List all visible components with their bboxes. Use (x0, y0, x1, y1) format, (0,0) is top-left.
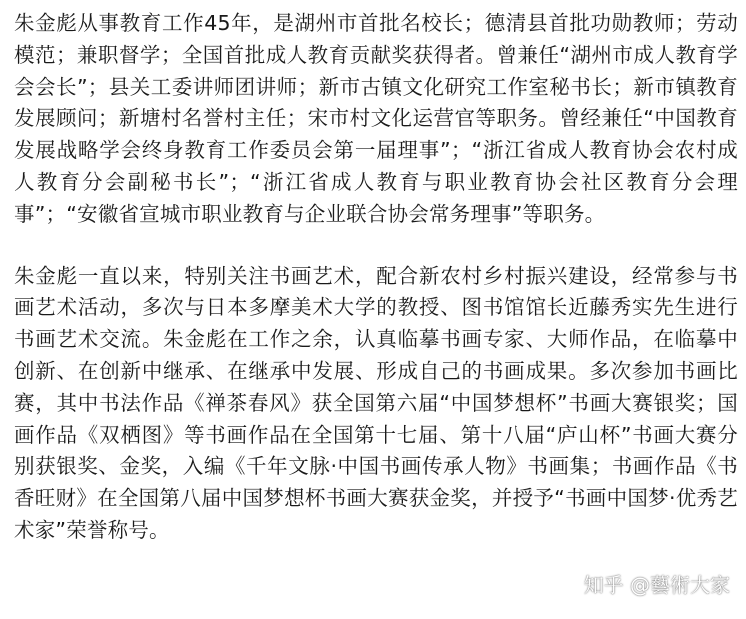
paragraph-art: 朱金彪一直以来，特别关注书画艺术，配合新农村乡村振兴建设，经常参与书画艺术活动，多次与日本多摩美术大学的教授、图书馆馆长近藤秀实先生进行书画艺术交流。朱金彪在工作之余，认真临摹书画专家、大师作品，在临摹中创新、在创新中继承、在继承中发展、形成自己的书画成果。多次参加书画比赛，其中书法作品《禅茶春风》获全国第六届“中国梦想杯”书画大赛银奖；国画作品《双栖图》等书画作品在全国第十七届、第十八届“庐山杯”书画大赛分别获银奖、金奖，入编《千年文脉·中国书画传承人物》书画集；书画作品《书香旺财》在全国第八届中国梦想杯书画大赛获金奖，并授予“书画中国梦·优秀艺术家”荣誉称号。 (14, 263, 738, 542)
paragraph-career: 朱金彪从事教育工作45年，是湖州市首批名校长；德清县首批功勋教师；劳动模范；兼职督学；全国首批成人教育贡献奖获得者。曾兼任“湖州市成人教育学会会长”；县关工委讲师团讲师；新市古镇文化研究工作室秘书长；新市镇教育发展顾问；新塘村名誉村主任；宋市村文化运营官等职务。曾经兼任“中国教育发展战略学会终身教育工作委员会第一届理事”；“浙江省成人教育协会农村成人教育分会副秘书长”；“浙江省成人教育与职业教育协会社区教育分会理事”；“安徽省宣城市职业教育与企业联合协会常务理事”等职务。 (14, 11, 738, 226)
article-body (14, 8, 738, 547)
zhihu-watermark: 知乎 @藝術大家 (583, 573, 730, 597)
